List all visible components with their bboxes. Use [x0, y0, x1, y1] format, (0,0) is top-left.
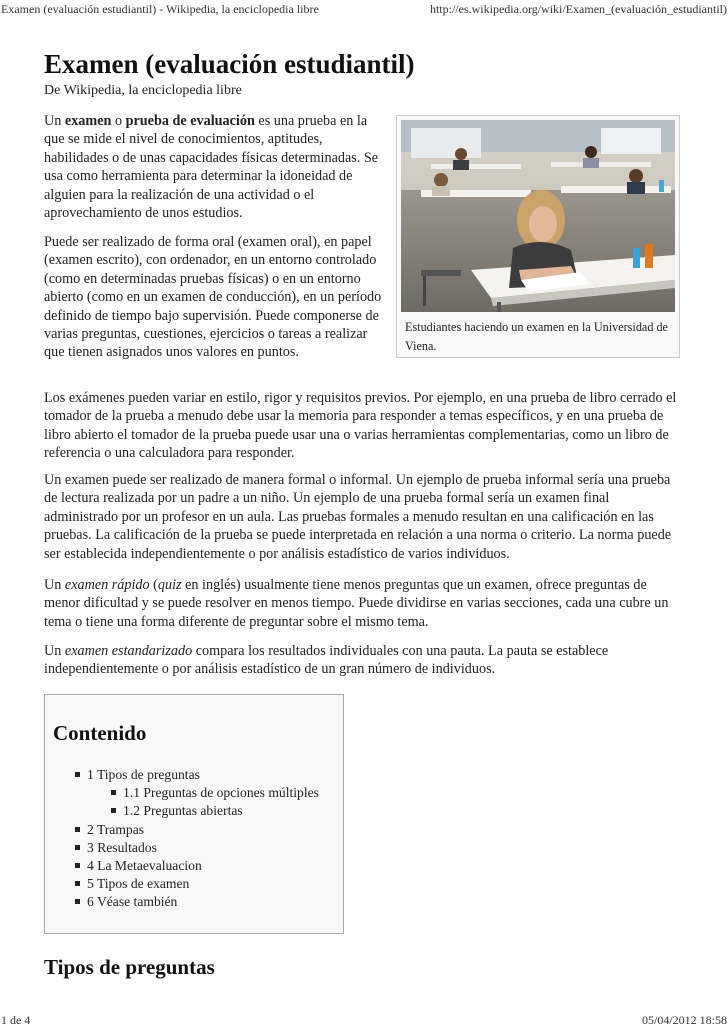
toc-title: Contenido	[53, 721, 147, 745]
header-page-title: Examen (evaluación estudiantil) - Wikipedia, la enciclopedia libre	[1, 2, 319, 16]
bold-term-prueba: prueba de evaluación	[125, 113, 255, 129]
bullet-icon	[75, 863, 80, 868]
toc-item-tipos-de-preguntas[interactable]: 1 Tipos de preguntas	[75, 767, 200, 783]
bullet-icon	[75, 881, 80, 886]
toc-item-resultados[interactable]: 3 Resultados	[75, 840, 157, 856]
paragraph-standardized: Un examen estandarizado compara los resultados individuales con una pauta. La pauta se establece independientemente o por análisis estadístico de un gran número de individuos.	[44, 643, 609, 678]
bullet-icon	[75, 827, 80, 832]
italic-examen-rapido: examen rápido	[64, 577, 150, 593]
toc-item-opciones-multiples[interactable]: 1.1 Preguntas de opciones múltiples	[111, 785, 319, 801]
bullet-icon	[75, 845, 80, 850]
bullet-icon	[111, 808, 116, 813]
bullet-icon	[111, 790, 116, 795]
paragraph-forms: Puede ser realizado de forma oral (examen oral), en papel (examen escrito), con ordenador, en un entorno controlado (como en determinadas pruebas físicas) o en un entorno abierto (como en un examen de conducción), en un período definido de tiempo bajo supervisión. Puede componerse de varias preguntas, cuestiones, ejercicios o tareas a realizar que tienen asignados unos valores en puntos.	[44, 234, 382, 361]
toc-item-vease-tambien[interactable]: 6 Véase también	[75, 894, 177, 910]
toc-item-metaevaluacion[interactable]: 4 La Metaevaluacion	[75, 858, 202, 874]
thumbnail-figure[interactable]	[396, 115, 680, 358]
print-footer	[0, 1011, 728, 1031]
table-of-contents	[44, 694, 344, 934]
bold-term-examen: examen	[64, 113, 112, 129]
print-header	[0, 0, 728, 22]
bullet-icon	[75, 899, 80, 904]
page-subtitle: De Wikipedia, la enciclopedia libre	[44, 83, 242, 98]
bullet-icon	[75, 772, 80, 777]
toc-item-preguntas-abiertas[interactable]: 1.2 Preguntas abiertas	[111, 803, 243, 819]
italic-examen-estandarizado: examen estandarizado	[64, 643, 193, 659]
footer-page-number: 1 de 4	[1, 1013, 31, 1027]
paragraph-formal: Un examen puede ser realizado de manera formal o informal. Un ejemplo de prueba informal sería una prueba de lectura realizada por un padre a un niño. Un ejemplo de una prueba formal sería un examen final administrado por un profesor en un aula. Las pruebas formales a menudo resultan en una calificación en las pruebas. La calificación de la prueba se puede interpretada en relación a una norma o criterio. La norma puede ser establecida independientemente o por análisis estadístico de varios individuos.	[44, 472, 672, 562]
section-heading-tipos-de-preguntas: Tipos de preguntas	[44, 955, 215, 979]
toc-item-tipos-de-examen[interactable]: 5 Tipos de examen	[75, 876, 189, 892]
header-url: http://es.wikipedia.org/wiki/Examen_(evaluación_estudiantil)	[429, 2, 727, 16]
exam-photo[interactable]	[401, 120, 675, 312]
intro-paragraph: Un examen o prueba de evaluación es una prueba en la que se mide el nivel de conocimientos, aptitudes, habilidades o de unas capacidades físicas determinadas. Se usa como herramienta para determinar la idoneidad de alguien para la realización de una actividad o el aprovechamiento de unos estudios.	[44, 113, 379, 222]
paragraph-quiz: Un examen rápido (quiz en inglés) usualmente tiene menos preguntas que un examen, ofrece preguntas de menor dificultad y se puede resolver en menos tiempo. Puede dividirse en varias secciones, cada una cubre un tema o tiene una forma diferente de preguntar sobre el mismo tema.	[44, 577, 669, 630]
page-title: Examen (evaluación estudiantil)	[44, 49, 415, 79]
italic-quiz: quiz	[157, 577, 182, 593]
footer-datetime: 05/04/2012 18:58	[641, 1013, 727, 1027]
toc-item-trampas[interactable]: 2 Trampas	[75, 822, 144, 838]
paragraph-styles: Los exámenes pueden variar en estilo, rigor y requisitos previos. Por ejemplo, en una prueba de libro cerrado el tomador de la prueba a menudo debe usar la memoria para responder a temas específicos, y en una prueba de libro abierto el tomador de la prueba puede usar una o varias herramientas complementarias, como un libro de referencia o una calculadora para responder.	[44, 390, 677, 462]
students-exam-image	[401, 120, 675, 312]
image-caption: Estudiantes haciendo un examen en la Universidad de Viena.	[405, 320, 668, 353]
